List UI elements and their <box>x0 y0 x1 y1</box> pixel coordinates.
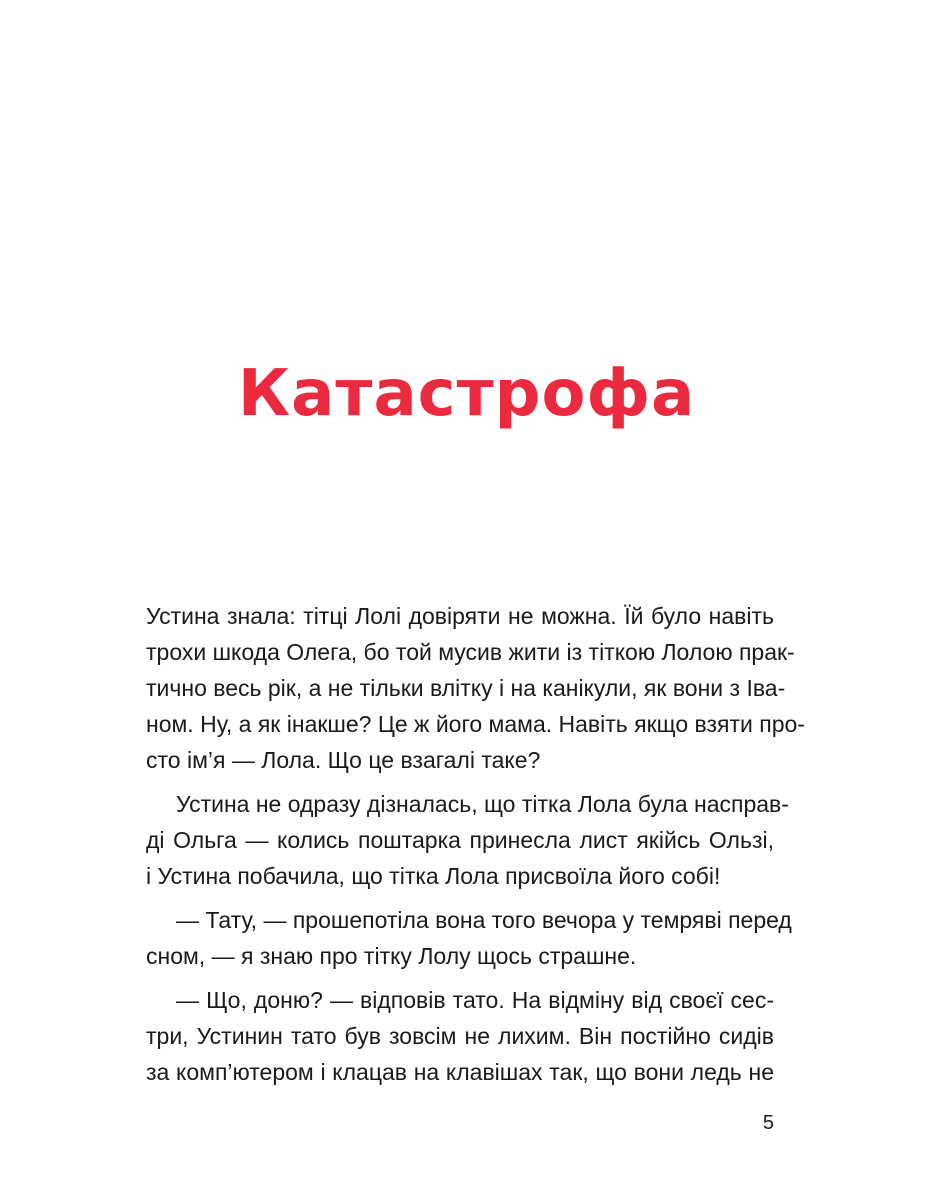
paragraph-4-line-1: — Що, доню? — відповів тато. На відміну від своєї сес- <box>176 987 774 1013</box>
paragraph-1-line-4: ном. Ну, а як інакше? Це ж його мама. Навіть якщо взяти про- <box>146 711 805 737</box>
paragraph-1-line-5: сто ім’я — Лола. Що це взагалі таке? <box>146 747 541 773</box>
paragraph-2-line-1: Устина не одразу дізналась, що тітка Лола була насправ- <box>176 791 789 817</box>
paragraph-3-line-1: — Тату, — прошепотіла вона того вечора у темряві перед <box>176 907 792 933</box>
body-text <box>146 598 805 1090</box>
chapter-title: Катастрофа <box>237 357 696 431</box>
paragraph-2-line-3: і Устина побачила, що тітка Лола присвоїла його собі! <box>146 863 721 889</box>
paragraph-4-line-3: за комп’ютером і клацав на клавішах так, що вони ледь не <box>146 1059 774 1085</box>
paragraph-1-line-2: трохи шкода Олега, бо той мусив жити із тіткою Лолою прак- <box>146 639 795 665</box>
page-number: 5 <box>762 1112 774 1134</box>
paragraph-4-line-2: три, Устинин тато був зовсім не лихим. Він постійно сидів <box>146 1023 774 1049</box>
paragraph-1-line-1: Устина знала: тітці Лолі довіряти не можна. Їй було навіть <box>146 603 774 629</box>
paragraph-3-line-2: сном, — я знаю про тітку Лолу щось страшне. <box>146 943 637 969</box>
paragraph-2-line-2: ді Ольга — колись поштарка принесла лист якійсь Ользі, <box>146 827 774 853</box>
paragraph-1-line-3: тично весь рік, а не тільки влітку і на канікули, як вони з Іва- <box>146 675 786 701</box>
